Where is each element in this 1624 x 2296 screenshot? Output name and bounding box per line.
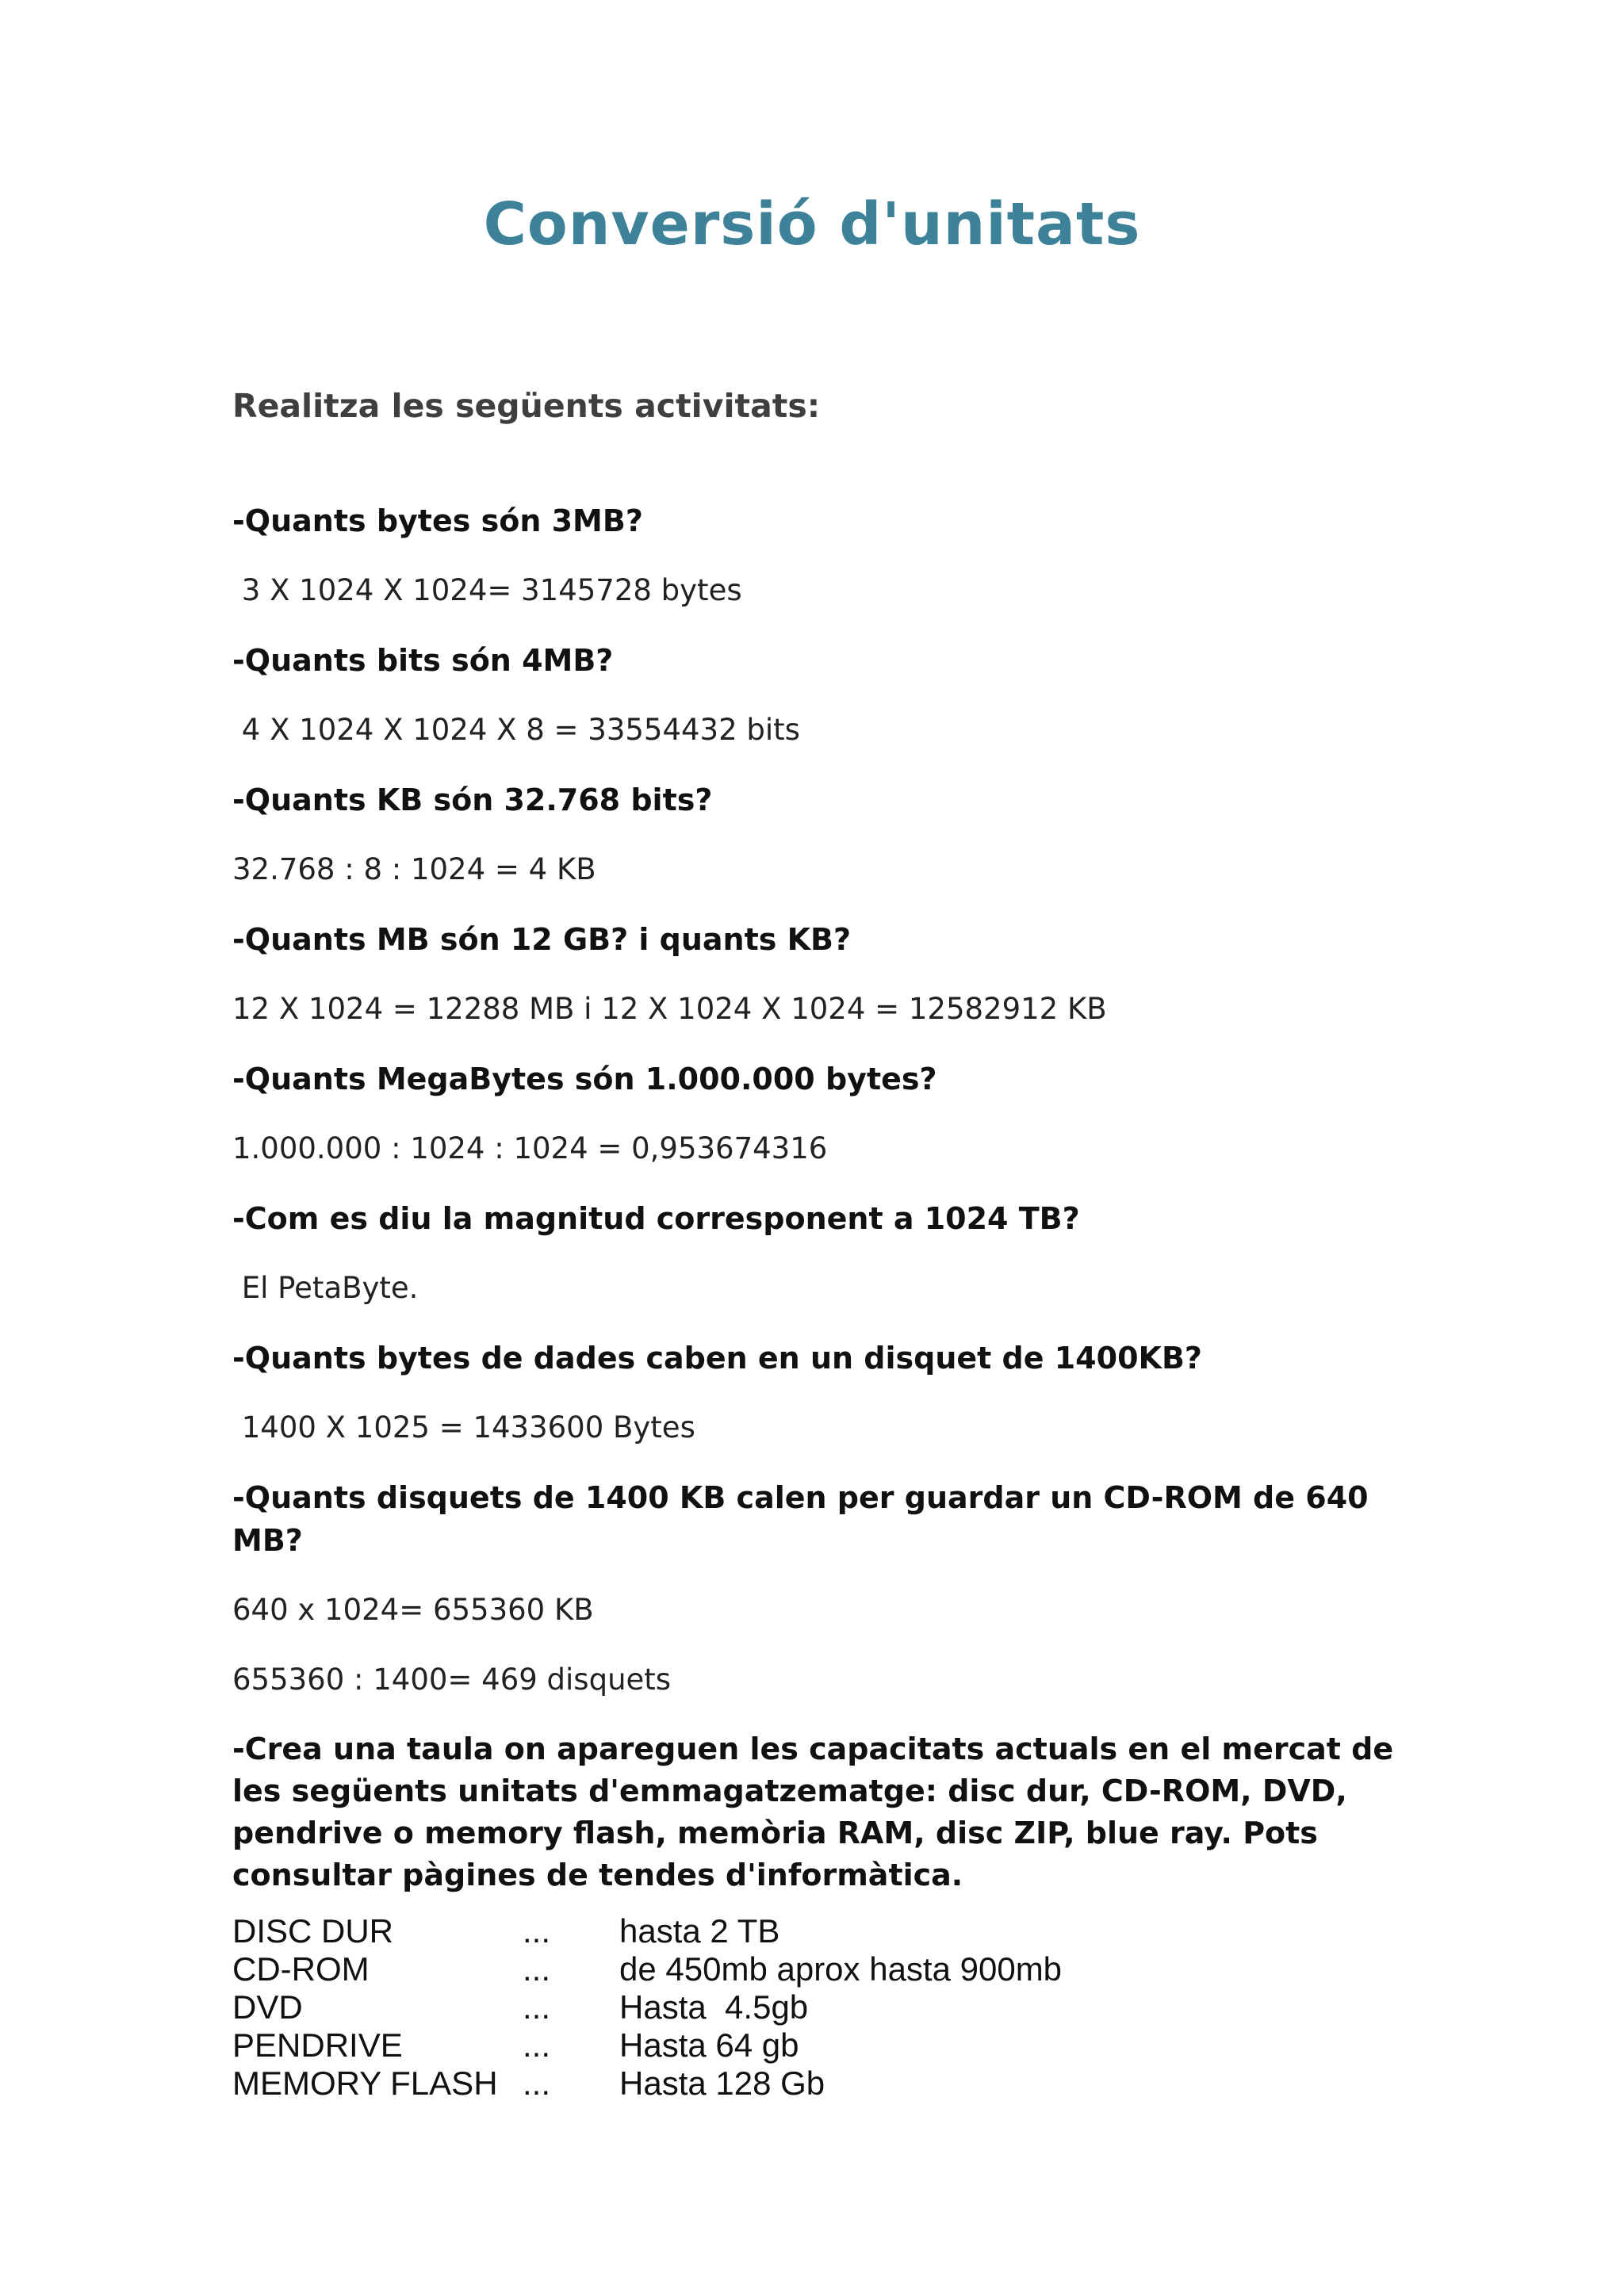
- table-cell-dots: ...: [523, 2064, 551, 2102]
- table-cell-dots: ...: [523, 1988, 551, 2026]
- table-cell-dots: ...: [523, 1912, 551, 1950]
- answer-4: 12 X 1024 = 12288 MB i 12 X 1024 X 1024 = 12582912 KB: [232, 992, 1107, 1026]
- table-cell-capacity: de 450mb aprox hasta 900mb: [619, 1950, 1063, 1988]
- answer-8-line-2: 655360 : 1400= 469 disquets: [232, 1663, 672, 1697]
- table-cell-unit: DISC DUR: [232, 1912, 394, 1950]
- question-4: -Quants MB són 12 GB? i quants KB?: [232, 922, 852, 957]
- question-1: -Quants bytes són 3MB?: [232, 503, 643, 538]
- answer-8-line-1: 640 x 1024= 655360 KB: [232, 1593, 594, 1627]
- table-cell-dots: ...: [523, 2026, 551, 2064]
- answer-5: 1.000.000 : 1024 : 1024 = 0,953674316: [232, 1131, 828, 1165]
- question-5: -Quants MegaBytes són 1.000.000 bytes?: [232, 1062, 937, 1096]
- table-row: [232, 1950, 1062, 1988]
- answer-1: 3 X 1024 X 1024= 3145728 bytes: [232, 573, 742, 607]
- answer-3: 32.768 : 8 : 1024 = 4 KB: [232, 852, 596, 886]
- table-row: [232, 2064, 1062, 2103]
- table-cell-capacity: Hasta 128 Gb: [619, 2064, 825, 2102]
- question-8: -Quants disquets de 1400 KB calen per guardar un CD-ROM de 640 MB?: [232, 1480, 1369, 1558]
- table-cell-unit: PENDRIVE: [232, 2026, 403, 2064]
- table-cell-capacity: Hasta 4.5gb: [619, 1988, 809, 2026]
- table-row: [232, 1988, 1062, 2026]
- table-row: [232, 2026, 1062, 2064]
- answer-2: 4 X 1024 X 1024 X 8 = 33554432 bits: [232, 713, 800, 747]
- table-row: [232, 1912, 1062, 1950]
- questions-section: [232, 499, 1406, 2103]
- question-2: -Quants bits són 4MB?: [232, 643, 614, 678]
- table-cell-capacity: hasta 2 TB: [619, 1912, 780, 1950]
- answer-6: El PetaByte.: [232, 1271, 419, 1305]
- table-cell-unit: MEMORY FLASH: [232, 2064, 498, 2102]
- answer-7: 1400 X 1025 = 1433600 Bytes: [232, 1410, 695, 1445]
- storage-capacity-table: [232, 1912, 1062, 2103]
- page-title: Conversió d'unitats: [483, 190, 1141, 258]
- question-3: -Quants KB són 32.768 bits?: [232, 783, 713, 817]
- table-cell-dots: ...: [523, 1950, 551, 1988]
- table-cell-unit: DVD: [232, 1988, 303, 2026]
- intro-heading: Realitza les següents activitats:: [232, 387, 821, 425]
- table-cell-unit: CD-ROM: [232, 1950, 370, 1988]
- table-question: -Crea una taula on apareguen les capacitats actuals en el mercat de les següents unitats d'emmagatzematge: disc dur, CD-ROM, DVD, pendrive o memory flash, memòria RAM, disc ZIP, blue ray. Pots consultar pàgines de tendes d'informàtica.: [232, 1732, 1394, 1892]
- table-cell-capacity: Hasta 64 gb: [619, 2026, 799, 2064]
- question-6: -Com es diu la magnitud corresponent a 1024 TB?: [232, 1201, 1080, 1236]
- question-7: -Quants bytes de dades caben en un disquet de 1400KB?: [232, 1341, 1202, 1376]
